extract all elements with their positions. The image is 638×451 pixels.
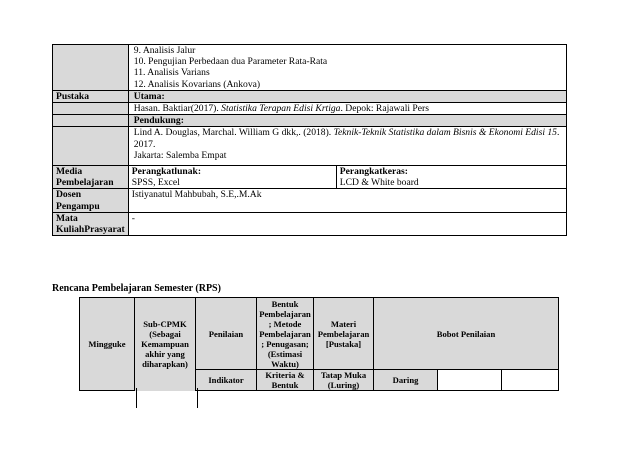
prasyarat-label: Mata KuliahPrasyarat: [53, 212, 129, 235]
perangkat-keras-value: LCD & White board: [339, 177, 419, 189]
topics-cell: [128, 45, 566, 91]
media-row: [53, 166, 567, 189]
prasyarat-value: -: [128, 212, 566, 235]
pustaka-utama-row: [53, 90, 567, 102]
topic-item: 9. Analisis Jalur: [133, 45, 196, 56]
perangkat-lunak-label: Perangkatlunak:: [131, 166, 202, 178]
dosen-row: [53, 189, 567, 212]
rps-table-continuation: [79, 388, 559, 408]
header-subcpmk: Sub-CPMK (Sebagai Kemampuan akhir yang diharapkan): [135, 298, 196, 391]
header-bentuk: Bentuk Pembelajaran ; Metode Pembelajaran ; Penugasan; (Estimasi Waktu): [257, 298, 314, 370]
pustaka-label: Pustaka: [53, 90, 129, 102]
perangkat-lunak-cell: [128, 166, 336, 189]
pendukung-book-title: Teknik-Teknik Statistika dalam Bisnis & Ekonomi Edisi 15: [333, 127, 557, 139]
header-bobot: Bobot Penilaian: [374, 298, 559, 370]
course-info-table: [52, 44, 567, 236]
header-indikator: Indikator: [196, 370, 257, 391]
utama-reference: Hasan. Baktiar(2017). Statistika Terapan Edisi Krtiga. Depok: Rajawali Pers: [128, 103, 566, 115]
rps-table: [79, 297, 559, 391]
topic-item: 12. Analisis Kovarians (Ankova): [133, 78, 261, 90]
rps-title: Rencana Pembelajaran Semester (RPS): [52, 283, 221, 294]
media-label: Media Pembelajaran: [53, 166, 129, 189]
rps-header-row: [80, 298, 559, 370]
topics-row: [53, 45, 567, 91]
perangkat-lunak-value: SPSS, Excel: [131, 177, 180, 189]
dosen-label: Dosen Pengampu: [53, 189, 129, 212]
header-materi: Materi Pembelajaran [Pustaka]: [314, 298, 374, 370]
topic-item: 10. Pengujian Perbedaan dua Parameter Rata-Rata: [133, 56, 328, 68]
pendukung-reference: Lind A. Douglas, Marchal. William G dkk,. (2018). Teknik-Teknik Statistika dalam Bisnis & Ekonomi Edisi 15. 2017. Jakarta: Salemba Empat: [128, 127, 566, 166]
column-divider: [197, 388, 198, 408]
perangkat-keras-cell: [336, 166, 566, 189]
utama-book-title: Statistika Terapan Edisi Krtiga: [221, 103, 341, 115]
utama-label: Utama:: [128, 90, 566, 102]
header-kriteria: Kriteria & Bentuk: [257, 370, 314, 391]
header-mingguke: Mingguke: [80, 298, 135, 391]
pendukung-value-row: [53, 127, 567, 166]
pendukung-label-row: [53, 115, 567, 127]
column-divider: [136, 388, 137, 408]
pendukung-label: Pendukung:: [128, 115, 566, 127]
prasyarat-row: [53, 212, 567, 235]
utama-value-row: [53, 103, 567, 115]
topics-label-cell: [53, 45, 129, 91]
perangkat-keras-label: Perangkatkeras:: [339, 166, 408, 178]
dosen-value: Istiyanatul Mahbubah, S.E,.M.Ak: [128, 189, 566, 212]
header-daring: Daring: [374, 370, 438, 391]
header-tatap-muka: Tatap Muka (Luring): [314, 370, 374, 391]
topic-item: 11. Analisis Varians: [133, 67, 210, 79]
header-penilaian: Penilaian: [196, 298, 257, 370]
